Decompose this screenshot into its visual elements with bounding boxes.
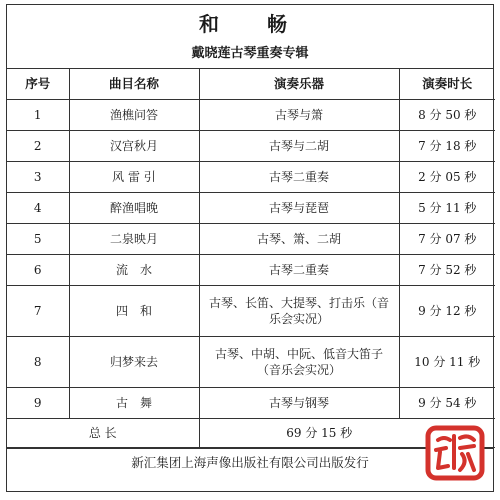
album-subtitle: 戴晓莲古琴重奏专辑 bbox=[191, 46, 309, 61]
track-name: 二泉映月 bbox=[69, 224, 199, 255]
table-row bbox=[7, 224, 495, 255]
track-duration: 8 分 50 秒 bbox=[399, 100, 495, 131]
table-row bbox=[7, 193, 495, 224]
track-number: 7 bbox=[7, 286, 69, 337]
album-title: 和 畅 bbox=[199, 12, 301, 36]
track-name: 四 和 bbox=[69, 286, 199, 337]
header-piece-name: 曲目名称 bbox=[69, 69, 199, 100]
track-number: 4 bbox=[7, 193, 69, 224]
table-row bbox=[7, 286, 495, 337]
track-name: 汉宫秋月 bbox=[69, 131, 199, 162]
table-row bbox=[7, 388, 495, 419]
track-duration: 2 分 05 秒 bbox=[399, 162, 495, 193]
publisher-footer: 新汇集团上海声像出版社有限公司出版发行 bbox=[7, 448, 493, 476]
track-instruments: 古琴与箫 bbox=[199, 100, 399, 131]
track-duration: 7 分 18 秒 bbox=[399, 131, 495, 162]
track-instruments: 古琴、箫、二胡 bbox=[199, 224, 399, 255]
track-name: 渔樵问答 bbox=[69, 100, 199, 131]
table-header-row bbox=[7, 69, 495, 100]
header-number: 序号 bbox=[7, 69, 69, 100]
track-name: 古 舞 bbox=[69, 388, 199, 419]
track-name: 流 水 bbox=[69, 255, 199, 286]
track-duration: 7 分 52 秒 bbox=[399, 255, 495, 286]
track-number: 5 bbox=[7, 224, 69, 255]
track-number: 2 bbox=[7, 131, 69, 162]
track-instruments: 古琴二重奏 bbox=[199, 162, 399, 193]
track-duration: 9 分 12 秒 bbox=[399, 286, 495, 337]
tracklist-table bbox=[7, 69, 495, 448]
header-duration: 演奏时长 bbox=[399, 69, 495, 100]
title-block bbox=[7, 5, 493, 69]
track-instruments: 古琴二重奏 bbox=[199, 255, 399, 286]
track-duration: 7 分 07 秒 bbox=[399, 224, 495, 255]
track-instruments: 古琴、中胡、中阮、低音大笛子（音乐会实况） bbox=[199, 337, 399, 388]
track-number: 9 bbox=[7, 388, 69, 419]
track-number: 3 bbox=[7, 162, 69, 193]
table-row bbox=[7, 100, 495, 131]
track-duration: 5 分 11 秒 bbox=[399, 193, 495, 224]
track-duration: 9 分 54 秒 bbox=[399, 388, 495, 419]
album-sheet bbox=[6, 4, 494, 492]
track-number: 6 bbox=[7, 255, 69, 286]
track-instruments: 古琴与琵琶 bbox=[199, 193, 399, 224]
track-instruments: 古琴与钢琴 bbox=[199, 388, 399, 419]
track-name: 醉渔唱晚 bbox=[69, 193, 199, 224]
total-value: 69 分 15 秒 bbox=[199, 419, 495, 448]
table-row bbox=[7, 255, 495, 286]
table-row bbox=[7, 337, 495, 388]
table-row bbox=[7, 131, 495, 162]
track-duration: 10 分 11 秒 bbox=[399, 337, 495, 388]
red-seal-stamp-icon bbox=[424, 422, 486, 484]
header-instruments: 演奏乐器 bbox=[199, 69, 399, 100]
track-name: 风 雷 引 bbox=[69, 162, 199, 193]
total-row bbox=[7, 419, 495, 448]
track-number: 1 bbox=[7, 100, 69, 131]
track-name: 归梦来去 bbox=[69, 337, 199, 388]
track-instruments: 古琴、长笛、大提琴、打击乐（音乐会实况） bbox=[199, 286, 399, 337]
total-label: 总 长 bbox=[7, 419, 199, 448]
table-row bbox=[7, 162, 495, 193]
track-number: 8 bbox=[7, 337, 69, 388]
track-instruments: 古琴与二胡 bbox=[199, 131, 399, 162]
